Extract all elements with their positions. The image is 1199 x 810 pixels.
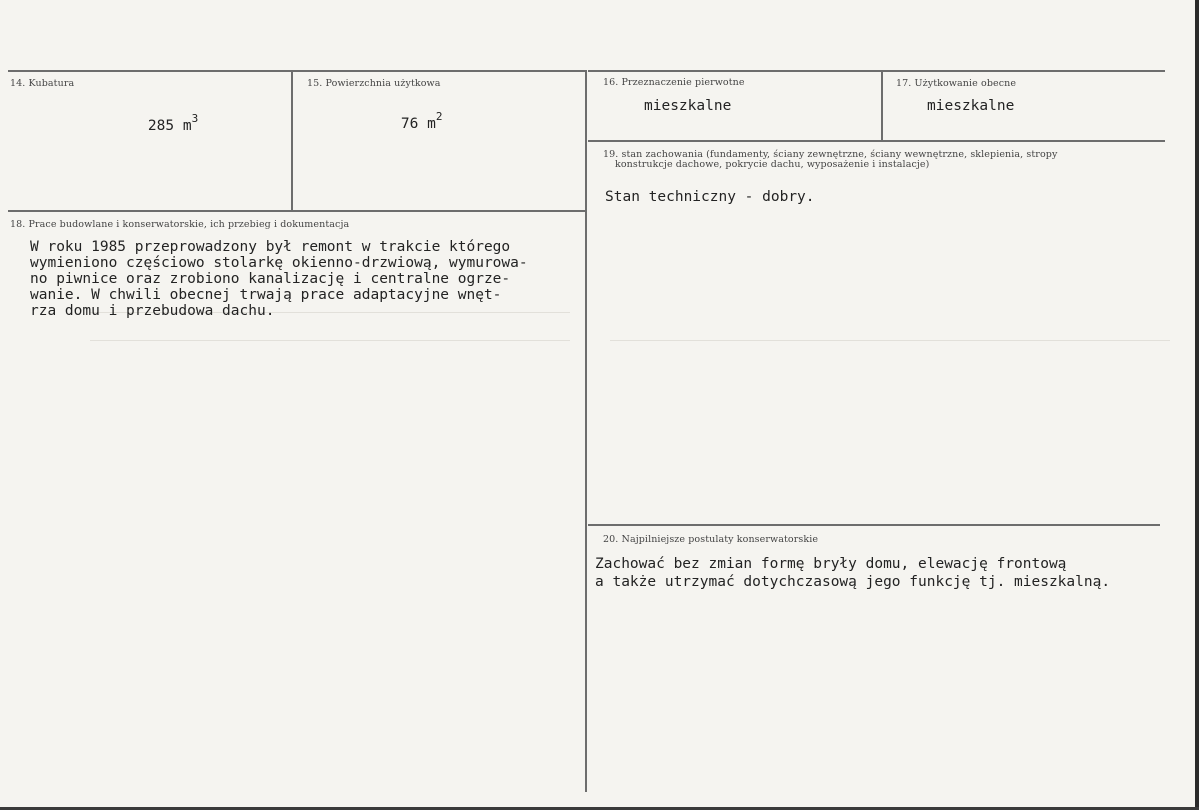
top-rule-right xyxy=(588,70,1165,72)
divider-16-17 xyxy=(881,70,883,140)
value-prace-line: wanie. W chwili obecnej trwają prace adaptacyjne wnęt- xyxy=(30,287,502,303)
center-divider xyxy=(585,70,587,792)
label-stan xyxy=(603,150,1163,170)
divider-14-15 xyxy=(291,70,293,210)
label-stan-line1: 19. stan zachowania (fundamenty, ściany zewnętrzne, ściany wewnętrzne, sklepienia, stropy xyxy=(603,149,1058,160)
value-prace-line: wymieniono częściowo stolarkę okienno-drzwiową, wymurowa- xyxy=(30,255,528,271)
value-przeznaczenie: mieszkalne xyxy=(644,98,732,114)
label-uzytkowanie: 17. Użytkowanie obecne xyxy=(896,78,1017,89)
value-postulaty-line: Zachować bez zmian formę bryły domu, elewację frontową xyxy=(595,556,1067,572)
label-powierzchnia: 15. Powierzchnia użytkowa xyxy=(307,78,441,89)
value-powierzchnia xyxy=(366,102,442,147)
show-through-line xyxy=(90,340,570,341)
powierzchnia-number: 76 xyxy=(400,115,419,132)
label-postulaty: 20. Najpilniejsze postulaty konserwatorskie xyxy=(603,534,819,545)
powierzchnia-exponent: 2 xyxy=(435,109,443,123)
show-through-line xyxy=(610,340,1170,341)
label-kubatura: 14. Kubatura xyxy=(10,78,75,89)
value-prace-line: W roku 1985 przeprowadzony był remont w trakcie którego xyxy=(30,239,511,255)
kubatura-exponent: 3 xyxy=(191,111,199,125)
card-edge-right xyxy=(1195,0,1199,810)
powierzchnia-unit: m xyxy=(427,115,436,132)
value-prace-line: rza domu i przebudowa dachu. xyxy=(30,303,275,319)
kubatura-unit: m xyxy=(182,117,192,134)
value-kubatura xyxy=(113,104,198,149)
value-postulaty-line: a także utrzymać dotychczasową jego funkcję tj. mieszkalną. xyxy=(595,574,1111,590)
rule-18 xyxy=(8,210,585,212)
kubatura-number: 285 xyxy=(147,117,175,134)
label-stan-line2: konstrukcje dachowe, pokrycie dachu, wyposażenie i instalacje) xyxy=(615,159,930,170)
value-stan: Stan techniczny - dobry. xyxy=(605,189,815,205)
label-przeznaczenie: 16. Przeznaczenie pierwotne xyxy=(603,77,745,88)
rule-20 xyxy=(588,524,1160,526)
rule-19 xyxy=(588,140,1165,142)
label-prace: 18. Prace budowlane i konserwatorskie, ich przebieg i dokumentacja xyxy=(10,219,350,230)
value-uzytkowanie: mieszkalne xyxy=(927,98,1015,114)
top-rule-left xyxy=(8,70,585,72)
value-prace-line: no piwnice oraz zrobiono kanalizację i centralne ogrze- xyxy=(30,271,511,287)
